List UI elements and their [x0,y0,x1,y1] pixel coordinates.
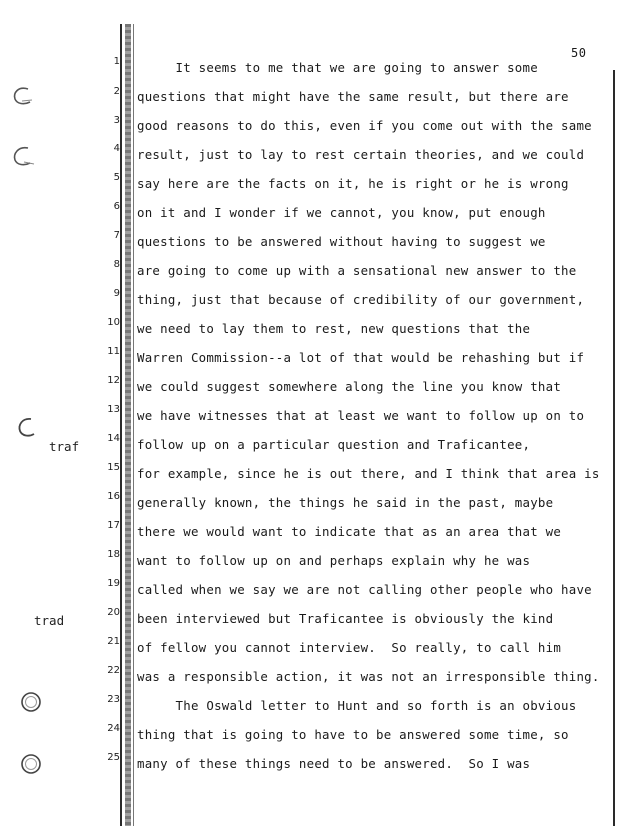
transcript-line: The Oswald letter to Hunt and so forth is an obvious [137,698,577,713]
punch-hole-icon [19,751,43,777]
line-number: 1 [113,56,120,67]
line-number: 23 [107,694,120,705]
transcript-line: good reasons to do this, even if you come out with the same [137,118,592,133]
line-number: 8 [113,259,120,270]
punch-hole-icon [19,690,43,714]
line-number: 19 [107,578,120,589]
line-number: 15 [107,462,120,473]
transcript-line: we could suggest somewhere along the line you know that [137,379,562,394]
transcript-line: generally known, the things he said in the past, maybe [137,495,554,510]
left-margin-rule [120,24,122,826]
transcript-line: many of these things need to be answered. So I was [137,756,531,771]
transcript-line: say here are the facts on it, he is right or he is wrong [137,176,569,191]
transcript-line: of fellow you cannot interview. So really, to call him [137,640,562,655]
binder-mark-icon [10,84,36,108]
transcript-line: result, just to lay to rest certain theories, and we could [137,147,585,162]
line-number: 7 [113,230,120,241]
transcript-line: on it and I wonder if we cannot, you know, put enough [137,205,546,220]
line-number: 25 [107,752,120,763]
transcript-line: for example, since he is out there, and I think that area is [137,466,600,481]
transcript-line: want to follow up on and perhaps explain why he was [137,553,531,568]
transcript-line: we have witnesses that at least we want to follow up on to [137,408,585,423]
punch-hole-icon [16,416,40,440]
line-number: 12 [107,375,120,386]
line-number: 13 [107,404,120,415]
line-number: 10 [107,317,120,328]
line-number: 16 [107,491,120,502]
line-number: 14 [107,433,120,444]
left-margin-inner-rule [133,24,134,826]
transcript-line: questions to be answered without having to suggest we [137,234,546,249]
transcript-line: called when we say we are not calling other people who have [137,582,592,597]
left-margin-double-rule [125,24,131,826]
transcript-line: follow up on a particular question and Traficantee, [137,437,531,452]
transcript-line: was a responsible action, it was not an irresponsible thing. [137,669,600,684]
line-number: 5 [113,172,120,183]
binder-mark-icon [10,144,38,170]
line-number: 6 [113,201,120,212]
right-margin-rule [613,70,615,826]
line-number: 4 [113,143,120,154]
line-number: 20 [107,607,120,618]
transcript-line: there we would want to indicate that as an area that we [137,524,562,539]
line-number: 21 [107,636,120,647]
transcript-line: thing that is going to have to be answered some time, so [137,727,569,742]
margin-note-trad: trad [34,613,65,628]
line-number: 22 [107,665,120,676]
page-number: 50 [571,46,587,60]
margin-note-traf: traf [49,439,80,454]
transcript-line: thing, just that because of credibility of our government, [137,292,585,307]
line-number: 11 [107,346,120,357]
transcript-line: questions that might have the same result, but there are [137,89,569,104]
transcript-line: are going to come up with a sensational new answer to the [137,263,577,278]
line-number: 3 [113,115,120,126]
transcript-line: been interviewed but Traficantee is obviously the kind [137,611,554,626]
transcript-line: we need to lay them to rest, new questions that the [137,321,531,336]
line-number: 2 [113,86,120,97]
line-number: 18 [107,549,120,560]
line-number: 24 [107,723,120,734]
transcript-line: Warren Commission--a lot of that would be rehashing but if [137,350,585,365]
transcript-line: It seems to me that we are going to answer some [137,60,538,75]
line-number: 17 [107,520,120,531]
line-number: 9 [113,288,120,299]
